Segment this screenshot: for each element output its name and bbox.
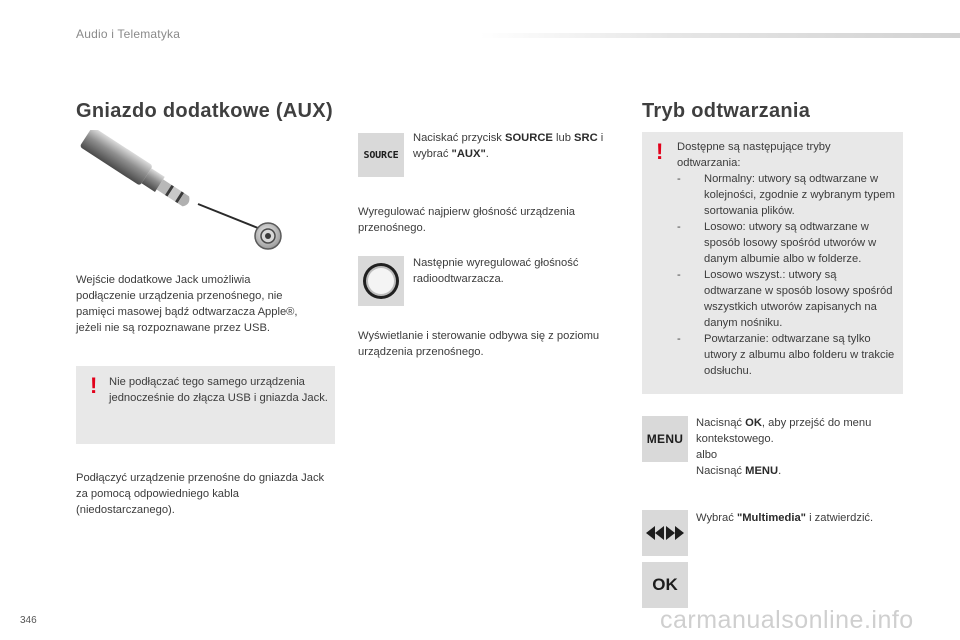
select-multimedia-text — [696, 510, 901, 526]
volume-knob-icon — [358, 256, 404, 306]
display-control-text: Wyświetlanie i sterowanie odbywa się z poziomu urządzenia przenośnego. — [358, 330, 600, 358]
header-divider — [480, 33, 960, 38]
menu-step-text — [696, 415, 901, 479]
modes-list — [677, 171, 897, 379]
warning-exclamation-icon: ! — [90, 373, 98, 398]
mode-item-repeat: - Powtarzanie: odtwarzane są tylko utwory z albumu albo folderu w trakcie odsłuchu. — [677, 333, 895, 377]
source-key-icon: SOURCE — [358, 133, 404, 177]
page-number: 346 — [20, 615, 37, 626]
mode-item-random-all: - Losowo wszyst.: utwory są odtwarzane w sposób losowy spośród wszystkich utworów zapisanych na danym nośniku. — [677, 269, 893, 329]
aux-intro-text: Wejście dodatkowe Jack umożliwia podłączenie urządzenia przenośnego, nie pamięci masowej bądź odtwarzacza Apple®, jeżeli nie są rozpoznawane przez USB. — [76, 274, 298, 334]
volume-portable-text: Wyregulować najpierw głośność urządzenia przenośnego. — [358, 206, 575, 234]
source-step-d: SRC — [574, 132, 598, 144]
watermark-text: carmanualsonline.info — [660, 606, 914, 634]
volume-radio-text: Następnie wyregulować głośność radioodtwarzacza. — [413, 257, 579, 285]
select-step-b: "Multimedia" — [736, 512, 806, 524]
menu-step-b: OK — [745, 417, 762, 429]
menu-key-icon: MENU — [642, 416, 688, 462]
aux-warning-text: Nie podłączać tego samego urządzenia jednocześnie do złącza USB i gniazda Jack. — [109, 376, 328, 404]
volume-knob-svg — [361, 261, 401, 301]
running-header: Audio i Telematyka — [76, 27, 181, 41]
seek-arrows-svg — [645, 524, 685, 542]
menu-step-d: albo — [696, 449, 718, 461]
source-step-text — [413, 130, 628, 162]
playback-modes-box — [642, 132, 903, 394]
source-step-b: SOURCE — [505, 132, 553, 144]
seek-arrows-key-icon — [642, 510, 688, 556]
section-title-playback: Tryb odtwarzania — [642, 100, 811, 122]
menu-step-f: MENU — [745, 465, 779, 477]
jack-plug-illustration — [76, 130, 288, 252]
source-step-e: i wybrać — [413, 132, 604, 160]
ok-key-icon: OK — [642, 562, 688, 608]
source-step-g: . — [485, 148, 489, 160]
aux-connect-text: Podłączyć urządzenie przenośne do gniazda Jack za pomocą odpowiedniego kabla (niedostarczanego). — [76, 472, 325, 516]
source-step-a: Naciskać przycisk — [413, 132, 506, 144]
source-step-f: "AUX" — [451, 148, 486, 160]
mode-item-random: - Losowo: utwory są odtwarzane w sposób losowy spośród utworów w danym albumie albo w folderze. — [677, 221, 877, 265]
modes-intro-text: Dostępne są następujące tryby odtwarzania: — [677, 141, 831, 169]
menu-step-a: Nacisnąć — [696, 417, 746, 429]
info-exclamation-icon: ! — [656, 139, 664, 164]
select-step-a: Wybrać — [696, 512, 737, 524]
select-step-c: i zatwierdzić. — [805, 512, 874, 524]
mode-item-normal: - Normalny: utwory są odtwarzane w kolejności, zgodnie z wybranym typem sortowania plików. — [677, 173, 895, 217]
menu-step-e: Nacisnąć — [696, 465, 746, 477]
menu-step-g: . — [778, 465, 782, 477]
aux-warning-box — [76, 366, 335, 444]
section-title-aux: Gniazdo dodatkowe (AUX) — [76, 100, 333, 122]
menu-step-c: , aby przejść do menu kontekstowego. — [696, 417, 872, 445]
source-step-c: lub — [552, 132, 575, 144]
